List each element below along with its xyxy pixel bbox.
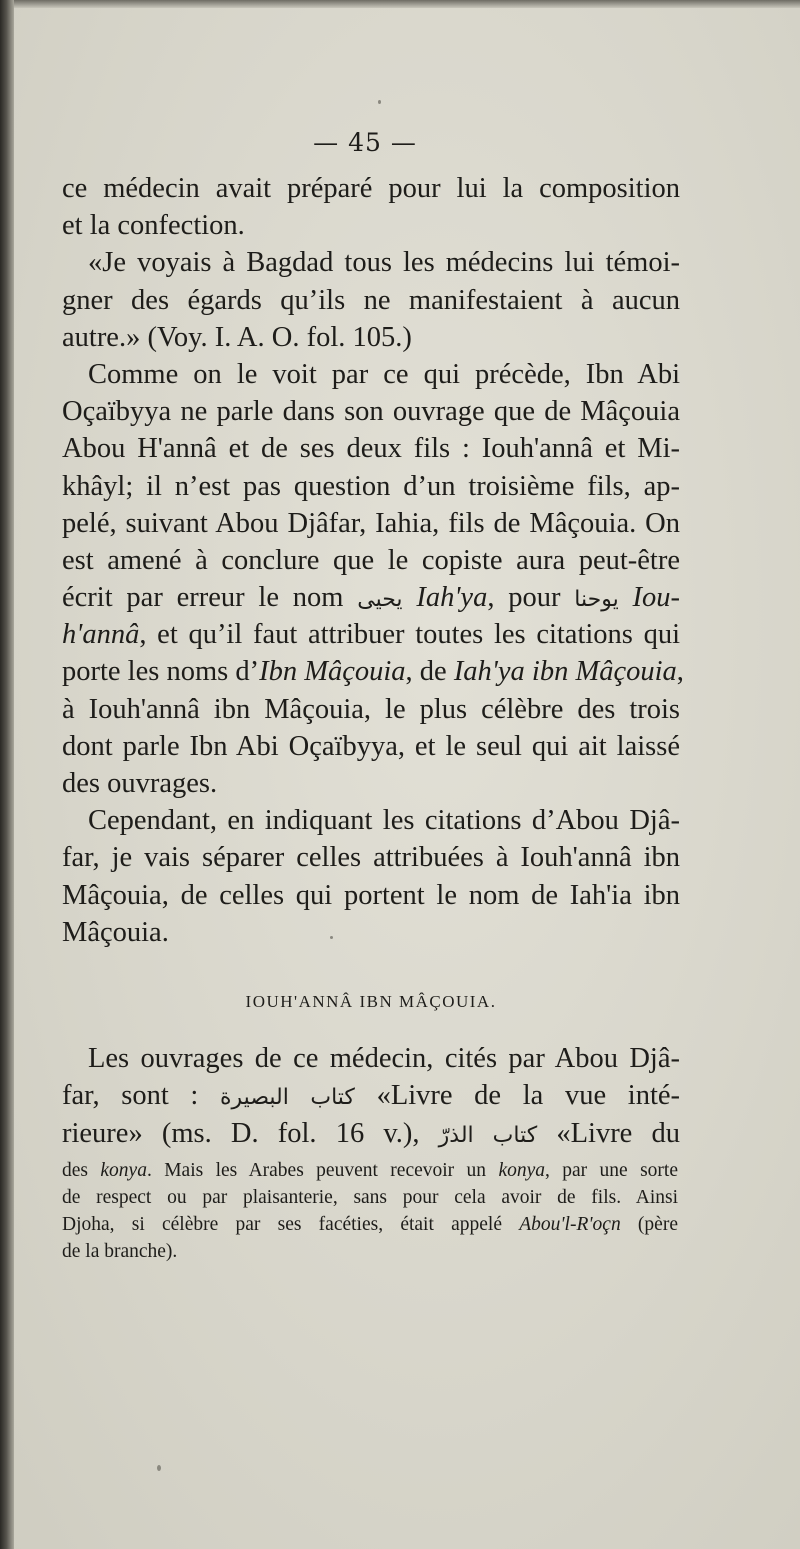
text-line-with-arabic (62, 1077, 680, 1114)
text-line: khâyl; il n’est pas question d’un troisième fils, ap- (62, 470, 680, 502)
paper-speck (330, 936, 333, 939)
text-line: pelé, suivant Abou Djâfar, Iahia, fils de Mâçouia. On (62, 507, 680, 539)
fn-l1-after: , par une sorte (545, 1160, 678, 1181)
text-line: Mâçouia. (62, 916, 169, 948)
text-line: est amené à conclure que le copiste aura peut-être (62, 544, 680, 576)
text-line: Les ouvrages de ce médecin, cités par Abou Djâ- (88, 1043, 680, 1075)
footnote-line: de la branche). (62, 1241, 178, 1262)
line13-rest: , et qu’il faut attribuer toutes les citations qui (139, 619, 680, 651)
text-line (62, 653, 684, 690)
section-heading: IOUH'ANNÂ IBN MÂÇOUIA. (245, 991, 497, 1011)
line12-before: écrit par erreur le nom (62, 582, 358, 614)
fn-abou-rocn: Abou'l-R'oçn (519, 1214, 621, 1235)
text-line: far, je vais séparer celles attribuées à Iouh'annâ ibn (62, 842, 680, 874)
text-line: autre.» (Voy. I. A. O. fol. 105.) (62, 321, 412, 353)
line12-middle: , pour (487, 582, 575, 614)
fn-l3-after: (père (620, 1214, 678, 1235)
page-number: — 45 — (313, 128, 417, 157)
line14-middle: , de (405, 656, 454, 688)
section-l2-after: «Livre de la vue inté- (354, 1080, 680, 1112)
fn-konya-2: konya (498, 1160, 545, 1181)
arabic-title-basira: كتاب البصيرة (220, 1085, 355, 1111)
arabic-title-dharr: كتاب الذرّ (438, 1122, 538, 1148)
fn-l3-before: Djoha, si célèbre par ses facéties, était appelé (62, 1214, 520, 1235)
text-line: Oçaïbyya ne parle dans son ouvrage que de Mâçouia (62, 396, 680, 428)
footnote-line: de respect ou par plaisanterie, sans pour cela avoir de fils. Ainsi (62, 1187, 678, 1208)
text-line: des ouvrages. (62, 768, 218, 799)
text-line: gner des égards qu’ils ne manifestaient à aucun (62, 284, 680, 316)
fn-konya-1: konya (100, 1160, 147, 1181)
fn-l1-before: des (62, 1160, 101, 1181)
text-line-with-arabic (62, 1115, 680, 1152)
italic-iahya-ibn-macouia: Iah'ya ibn Mâçouia (453, 656, 677, 688)
text-line: «Je voyais à Bagdad tous les médecins lui témoi- (88, 247, 680, 279)
section-l3-before: rieure» (ms. D. fol. 16 v.), (62, 1117, 439, 1149)
text-line: Comme on le voit par ce qui précède, Ibn Abi (88, 358, 680, 390)
text-line: Mâçouia, de celles qui portent le nom de Iah'ia ibn (62, 879, 680, 911)
italic-iou: Iou- (618, 582, 680, 614)
paper-speck (378, 100, 381, 104)
footnote-line (62, 1211, 678, 1238)
italic-iahya: Iah'ya (402, 582, 488, 614)
text-line: Abou H'annâ et de ses deux fils : Iouh'annâ et Mi- (62, 433, 680, 465)
fn-l1-mid: . Mais les Arabes peuvent recevoir un (146, 1160, 499, 1181)
section-l3-after: «Livre du (537, 1117, 680, 1149)
text-line: dont parle Ibn Abi Oçaïbyya, et le seul qui ait laissé (62, 730, 680, 762)
book-spine-shadow (0, 0, 14, 1549)
line14-after: , (676, 656, 684, 688)
italic-hanna: h'annâ (62, 619, 140, 651)
text-line: à Iouh'annâ ibn Mâçouia, le plus célèbre des trois (62, 693, 680, 725)
italic-ibn-macouia: Ibn Mâçouia (259, 656, 406, 688)
text-line: Cependant, en indiquant les citations d’Abou Djâ- (88, 805, 680, 837)
page-top-edge (0, 0, 800, 8)
footnote-line (62, 1157, 678, 1184)
arabic-word-iouhanna: يوحنا (574, 587, 619, 613)
line14-before: porte les noms d’ (62, 656, 260, 688)
text-line: ce médecin avait préparé pour lui la composition (62, 173, 680, 204)
text-line-with-arabic (62, 579, 680, 616)
main-text (62, 170, 684, 1152)
footnote (62, 1157, 678, 1265)
text-line (62, 616, 680, 653)
section-l2-before: far, sont : (62, 1080, 221, 1112)
text-line: et la confection. (62, 210, 245, 242)
paper-speck (157, 1465, 161, 1471)
arabic-word-iahya: يحيى (357, 587, 403, 613)
